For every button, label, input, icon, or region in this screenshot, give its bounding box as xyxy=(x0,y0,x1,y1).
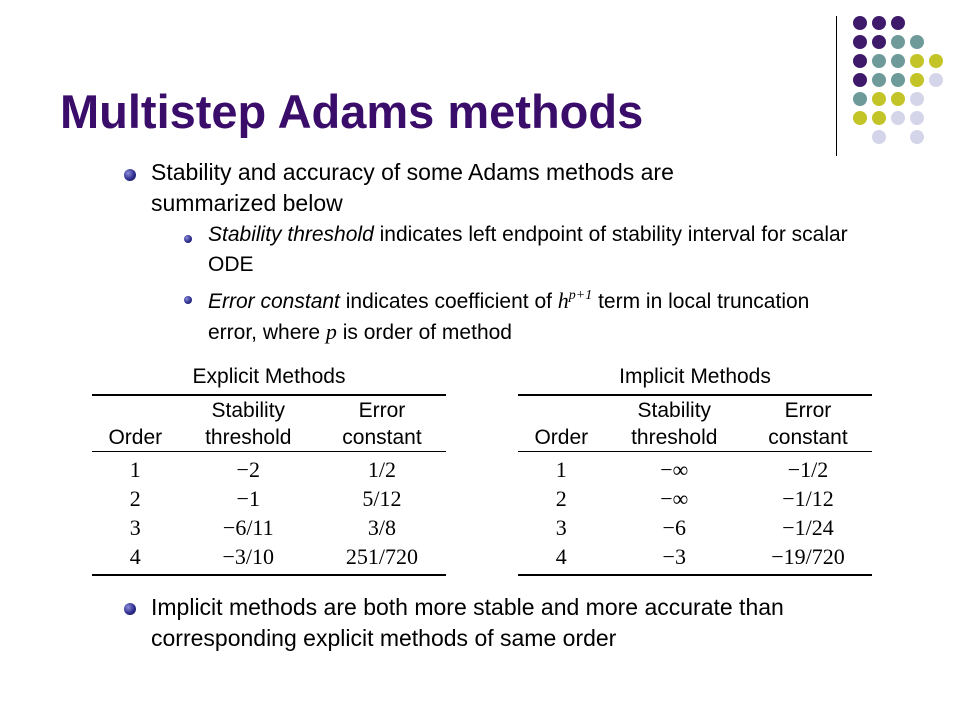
column-header: threshold xyxy=(631,426,718,449)
error-constant-text-a: indicates coefficient of xyxy=(339,290,558,313)
column-header: constant xyxy=(768,426,848,449)
order-cell: 1 xyxy=(555,457,567,482)
column-header: Stability xyxy=(211,399,286,422)
table-row xyxy=(518,542,872,575)
decorative-dot xyxy=(872,73,886,87)
stability-cell: −6 xyxy=(662,515,686,540)
sub-bullet-error-constant xyxy=(208,281,848,348)
error-cell: 5/12 xyxy=(362,486,402,511)
decorative-dot xyxy=(853,73,867,87)
error-cell: 3/8 xyxy=(367,515,397,540)
column-header: Error xyxy=(358,399,406,422)
decorative-dot xyxy=(891,73,905,87)
table-caption: Explicit Methods xyxy=(192,365,346,388)
error-constant-text-c: is order of method xyxy=(336,321,512,344)
column-header: Error xyxy=(784,399,832,422)
decorative-dot xyxy=(872,92,886,106)
sub-bullet-icon xyxy=(184,235,192,243)
order-cell: 4 xyxy=(555,544,567,569)
decorative-dot xyxy=(891,35,905,49)
decorative-dot xyxy=(853,35,867,49)
decorative-dot xyxy=(929,73,943,87)
decorative-dot xyxy=(910,35,924,49)
order-cell: 4 xyxy=(129,544,141,569)
bullet-text-comparison: Implicit methods are both more stable and more accurate than corresponding explicit methods of same order xyxy=(151,594,784,651)
explicit-methods-table xyxy=(92,360,446,576)
decorative-dot xyxy=(891,54,905,68)
order-cell: 3 xyxy=(555,515,567,540)
table-row xyxy=(518,484,872,513)
order-cell: 2 xyxy=(129,486,141,511)
decorative-dot xyxy=(872,111,886,125)
stability-threshold-description: indicates left endpoint of stability interval for scalar ODE xyxy=(208,223,848,276)
bullet-icon xyxy=(124,603,136,615)
column-header: Order xyxy=(534,426,589,449)
decorative-dot-grid xyxy=(850,16,950,156)
term-stability-threshold: Stability threshold xyxy=(208,223,374,246)
stability-cell: −2 xyxy=(236,457,260,482)
stability-cell: −∞ xyxy=(660,486,689,511)
order-cell: 2 xyxy=(555,486,567,511)
decorative-dot xyxy=(929,54,943,68)
decorative-dot xyxy=(853,54,867,68)
order-cell: 3 xyxy=(129,515,141,540)
table-row xyxy=(518,513,872,542)
column-header: Stability xyxy=(637,399,712,422)
decorative-dot xyxy=(872,130,886,144)
decorative-dot xyxy=(872,35,886,49)
decorative-dot xyxy=(853,16,867,30)
slide-title: Multistep Adams methods xyxy=(60,85,644,138)
column-header: Order xyxy=(108,426,163,449)
title-divider-line xyxy=(836,16,837,156)
sub-bullet-icon xyxy=(184,296,192,304)
error-cell: −19/720 xyxy=(771,544,845,569)
decorative-dot xyxy=(872,54,886,68)
table-caption: Implicit Methods xyxy=(619,365,771,388)
table-row xyxy=(92,452,446,485)
column-header: constant xyxy=(342,426,422,449)
decorative-dot xyxy=(872,16,886,30)
error-cell: 1/2 xyxy=(367,457,397,482)
table-row xyxy=(92,484,446,513)
term-error-constant: Error constant xyxy=(208,290,340,313)
decorative-dot xyxy=(910,130,924,144)
table-row xyxy=(92,513,446,542)
stability-cell: −3 xyxy=(662,544,686,569)
decorative-dot xyxy=(910,73,924,87)
math-h: h xyxy=(557,288,569,313)
implicit-methods-table xyxy=(518,360,872,576)
decorative-dot xyxy=(853,92,867,106)
bullet-icon xyxy=(124,169,136,181)
table-row xyxy=(92,542,446,575)
stability-cell: −3/10 xyxy=(222,544,275,569)
error-cell: −1/24 xyxy=(782,515,834,540)
stability-cell: −1 xyxy=(236,486,260,511)
error-cell: −1/12 xyxy=(782,486,834,511)
decorative-dot xyxy=(853,111,867,125)
order-cell: 1 xyxy=(129,457,141,482)
math-exponent: p+1 xyxy=(568,288,593,303)
math-p: p xyxy=(325,319,337,344)
error-cell: 251/720 xyxy=(345,544,419,569)
bullet-text-summary: Stability and accuracy of some Adams methods are summarized below xyxy=(151,159,674,216)
stability-cell: −∞ xyxy=(660,457,689,482)
sub-bullet-stability-threshold xyxy=(208,220,888,280)
error-cell: −1/2 xyxy=(787,457,829,482)
decorative-dot xyxy=(910,92,924,106)
decorative-dot xyxy=(891,92,905,106)
stability-cell: −6/11 xyxy=(222,515,274,540)
error-constant-text-b: term in local truncation error, where xyxy=(208,290,810,344)
decorative-dot xyxy=(891,111,905,125)
table-row xyxy=(518,452,872,485)
decorative-dot xyxy=(910,111,924,125)
decorative-dot xyxy=(891,16,905,30)
decorative-dot xyxy=(910,54,924,68)
column-header: threshold xyxy=(205,426,292,449)
